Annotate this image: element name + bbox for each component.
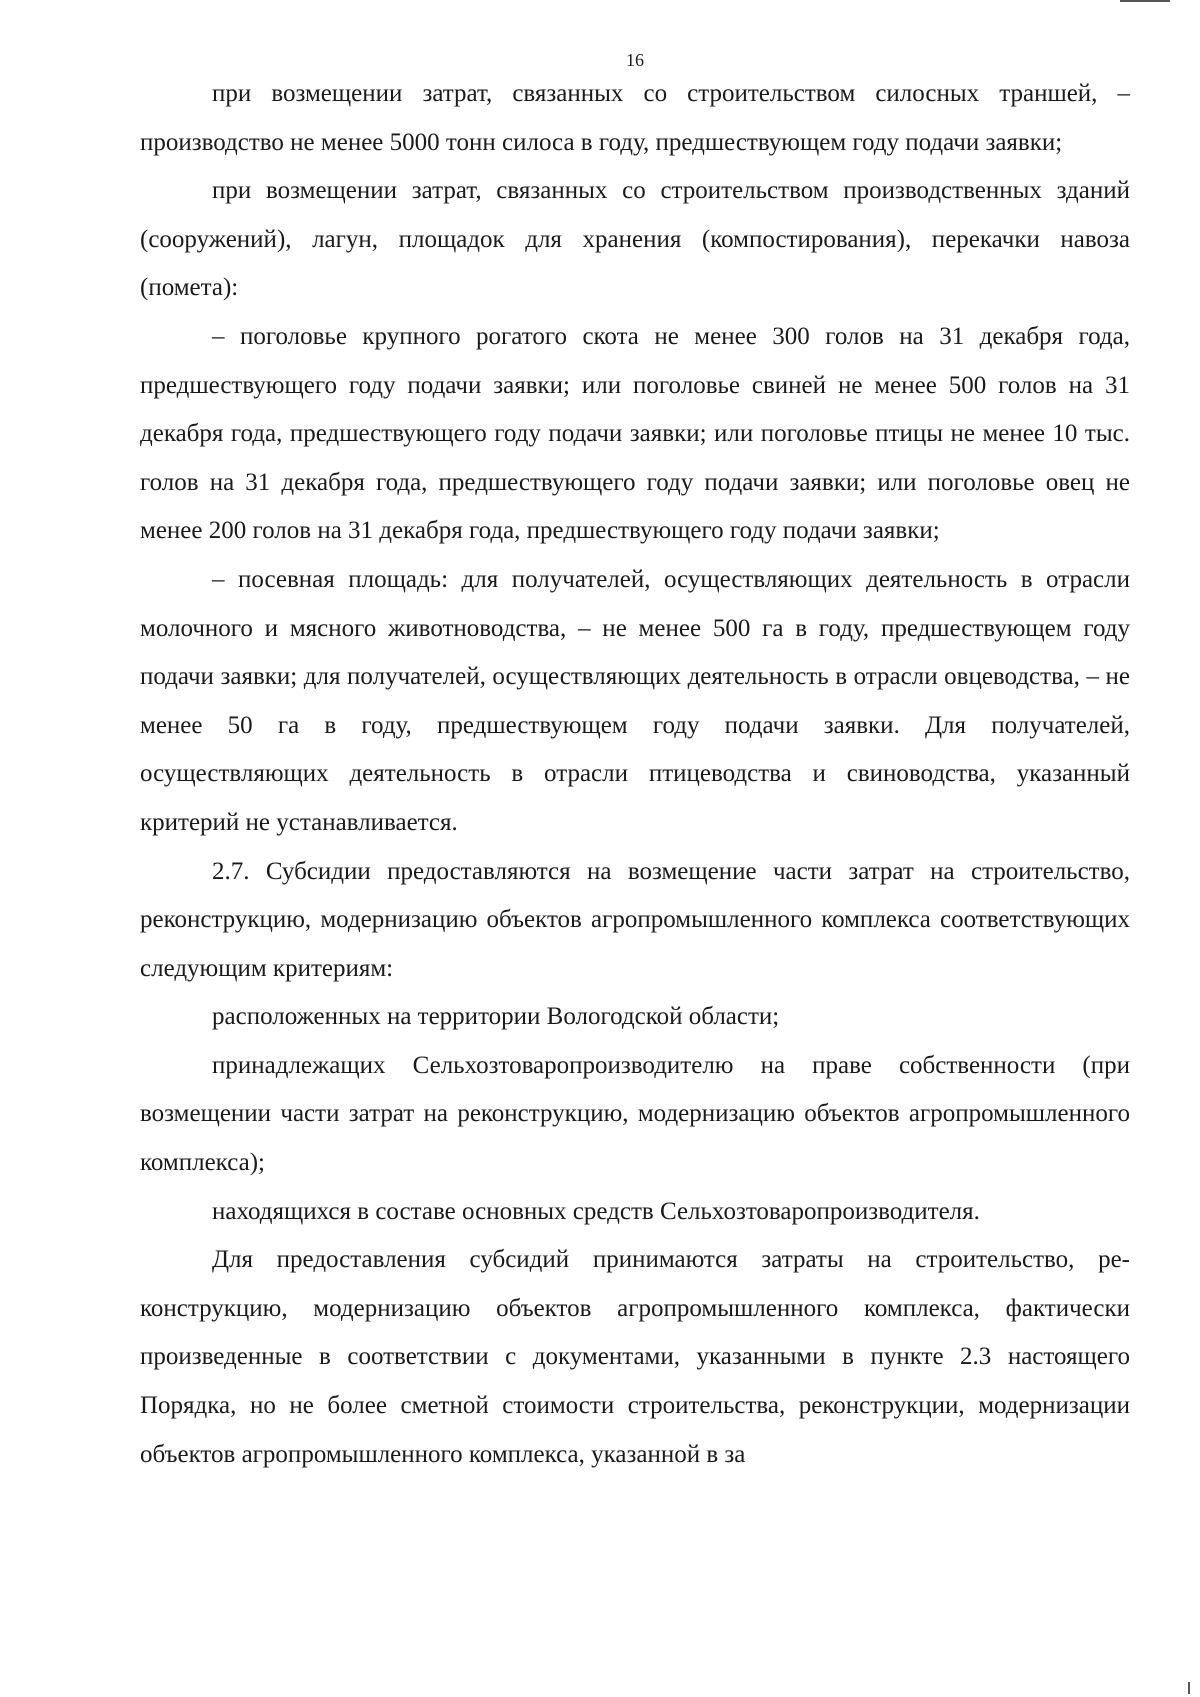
paragraph-sown-area: – посевная площадь: для получателей, осуществляющих деятельность в отрасли молочного и мясного животноводства, – не менее 500 га в году, предшествующем году подачи заявки; для получателей, осуществляющих деятельность в отрасли овцеводства, – не менее 50 га в году, предшествующем году подачи заявки. Для получателей, осуществляющих деятельность в отрасли птицеводства и свиноводства, указанный критерий не устанавливается. (140, 565, 1130, 836)
document-body (140, 70, 1130, 1479)
page-number: 16 (626, 50, 644, 70)
paragraph-section-2-7: 2.7. Субсидии предоставляются на возмещение части затрат на строительство, реконструкцию, модернизацию объектов агропромышленного комплекса соответствующих следующим критериям: (140, 857, 1130, 982)
paragraph-production-buildings: при возмещении затрат, связанных со строительством производственных зданий (сооружений), лагун, площадок для хранения (компостирования), перекачки навоза (помета): (140, 177, 1130, 302)
scan-mark-bottom-right (1188, 1682, 1190, 1694)
paragraph-silage-trenches: при возмещении затрат, связанных со строительством силосных траншей, – производство не менее 5000 тонн силоса в году, предшествующем году подачи заявки; (140, 80, 1130, 156)
paragraph-criterion-location: расположенных на территории Вологодской области; (212, 1003, 780, 1031)
paragraph-criterion-ownership: принадлежащих Сельхозтоваропроизводителю на праве собственности (при возмещении части затрат на реконструкцию, модернизацию объектов агропромышленного комплекса); (140, 1051, 1130, 1177)
paragraph-eligible-costs: Для предоставления субсидий принимаются затраты на строительство, реконструкцию, модернизацию объектов агропромышленного комплекса, фактически произведенные в соответствии с документами, указанными в пункте 2.3 настоящего Порядка, но не более сметной стоимости строительства, реконструкции, модернизации объектов агропромышленного комплекса, указанной в за (140, 1246, 1130, 1468)
paragraph-livestock-headcount: – поголовье крупного рогатого скота не менее 300 голов на 31 декабря года, предшествующего году подачи заявки; или поголовье свиней не менее 500 голов на 31 декабря года, предшествующего году подачи заявки; или поголовье птицы не менее 10 тыс. голов на 31 декабря года, предшествующего году подачи заявки; или поголовье овец не менее 200 голов на 31 декабря года, предшествующего году подачи заявки; (140, 322, 1130, 545)
scan-mark-top-right (1120, 0, 1170, 2)
paragraph-criterion-fixed-assets: находящихся в составе основных средств Сельхозтоваропроизводителя. (212, 1197, 980, 1225)
